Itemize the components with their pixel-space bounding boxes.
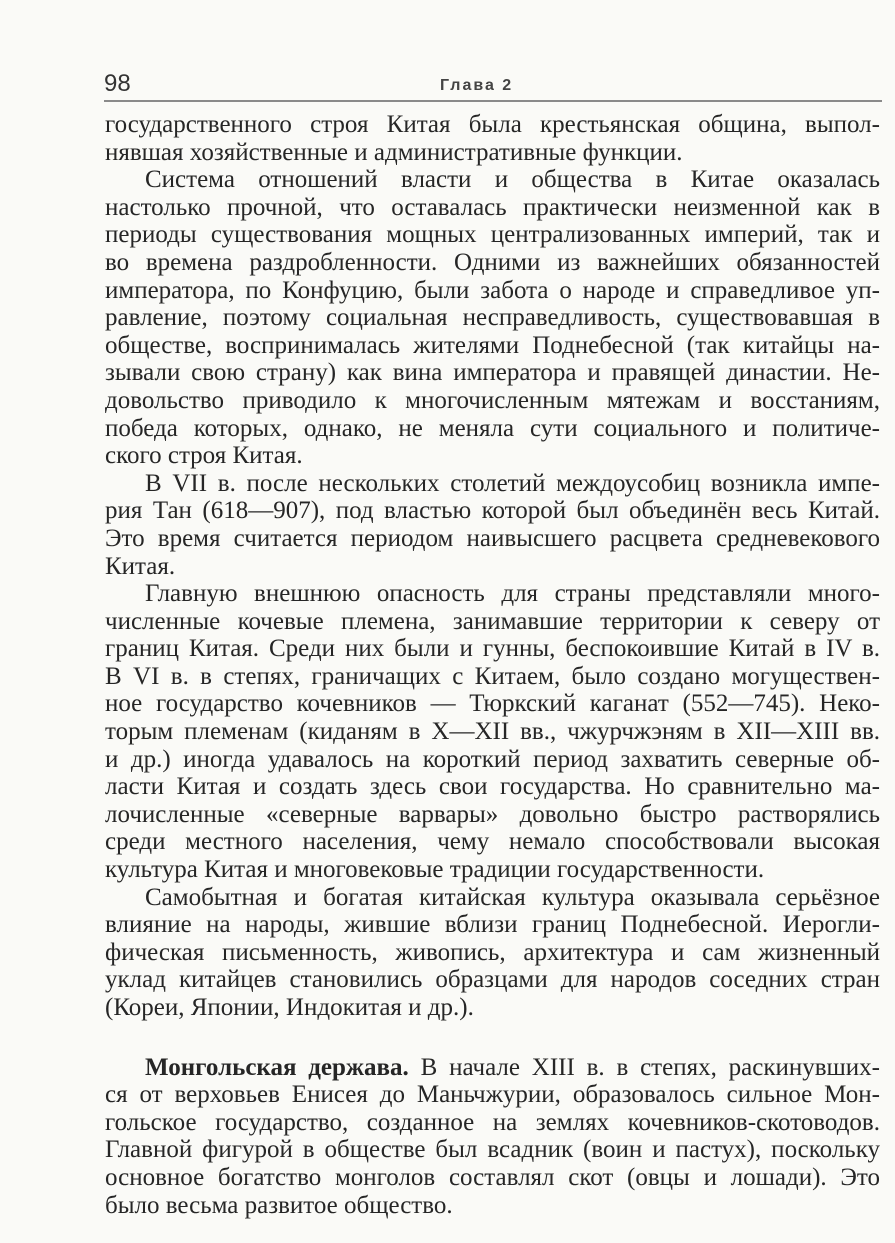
- text-line: зывали свою страну) как вина императора и правящей династии. Не-: [105, 359, 880, 387]
- text-line: (Кореи, Японии, Индокитая и др.).: [105, 994, 474, 1021]
- text-line: ное государство кочевников — Тюркский каганат (552—745). Неко-: [105, 690, 880, 718]
- text-line: В VII в. после нескольких столетий междоусобиц возникла импе-: [145, 469, 880, 497]
- text-line: Главную внешнюю опасность для страны представляли много-: [145, 580, 880, 608]
- text-run: В начале XIII в. в степях, раскинувших-: [408, 1053, 880, 1081]
- text-line: торым племенам (киданям в X—XII вв., чжурчжэням в XII—XIII вв.: [105, 718, 880, 746]
- text-line: фическая письменность, живопись, архитектура и сам жизненный: [105, 938, 880, 966]
- text-line: нявшая хозяйственные и административные функции.: [105, 138, 683, 166]
- section-heading: Монгольская держава.: [145, 1053, 409, 1081]
- text-line: Самобытная и богатая китайская культура оказывала серьёзное: [145, 883, 880, 911]
- text-line: ся от верховьев Енисея до Маньчжурии, образовалось сильное Мон-: [105, 1081, 880, 1109]
- text-line: настолько прочной, что оставалась практически неизменной как в: [105, 193, 880, 221]
- text-line: гольское государство, созданное на землях кочевников-скотоводов.: [105, 1108, 880, 1136]
- text-line: ласти Китая и создать здесь свои государства. Но сравнительно ма-: [105, 773, 880, 801]
- body-text: [105, 111, 880, 1219]
- text-line: основное богатство монголов составлял скот (овцы и лошади). Это: [105, 1163, 880, 1191]
- text-line: равление, поэтому социальная несправедливость, существовавшая в: [105, 304, 880, 332]
- text-line: было весьма развитое общество.: [105, 1191, 453, 1219]
- section-mongol-empire: [105, 1054, 880, 1220]
- text-line: культура Китая и многовековые традиции государственности.: [105, 856, 765, 884]
- text-line: влияние на народы, жившие вблизи границ Поднебесной. Иерогли-: [105, 911, 880, 939]
- text-line: обществе, воспринималась жителями Поднебесной (так китайцы на-: [105, 331, 880, 359]
- text-line: победа которых, однако, не меняла сути социального и политиче-: [105, 414, 880, 442]
- text-line: Китая.: [105, 552, 176, 580]
- header-rule: [104, 100, 882, 102]
- text-line: ского строя Китая.: [105, 442, 303, 470]
- text-line: во времена раздробленности. Одними из важнейших обязанностей: [105, 248, 880, 276]
- text-line: довольство приводило к многочисленным мятежам и восстаниям,: [105, 386, 880, 414]
- text-line: государственного строя Китая была крестьянская община, выпол-: [105, 111, 880, 138]
- text-line: среди местного населения, чему немало способствовали высокая: [105, 828, 880, 856]
- paragraph: [105, 470, 880, 580]
- paragraph: [105, 166, 880, 470]
- text-line: рия Тан (618—907), под властью которой был объединён весь Китай.: [105, 497, 880, 525]
- page-number: 98: [104, 70, 131, 97]
- text-line: [105, 1054, 880, 1082]
- text-line: лочисленные «северные варвары» довольно быстро растворялись: [105, 800, 880, 828]
- text-line: и др.) иногда удавалось на короткий период захватить северные об-: [105, 745, 880, 773]
- running-header-chapter: Глава 2: [440, 77, 514, 94]
- paragraph: [105, 884, 880, 1022]
- text-line: В VI в. в степях, граничащих с Китаем, было создано могуществен-: [105, 662, 880, 690]
- text-line: императора, по Конфуцию, были забота о народе и справедливое уп-: [105, 276, 880, 304]
- paragraph: [105, 580, 880, 884]
- text-line: уклад китайцев становились образцами для народов соседних стран: [105, 966, 880, 994]
- text-line: границ Китая. Среди них были и гунны, беспокоившие Китай в IV в.: [105, 635, 880, 663]
- text-line: Это время считается периодом наивысшего расцвета средневекового: [105, 524, 880, 552]
- text-line: Система отношений власти и общества в Китае оказалась: [145, 166, 880, 194]
- paragraph: [105, 111, 880, 166]
- text-line: периоды существования мощных централизованных империй, так и: [105, 221, 880, 249]
- text-line: Главной фигурой в обществе был всадник (воин и пастух), поскольку: [105, 1136, 880, 1164]
- text-line: численные кочевые племена, занимавшие территории к северу от: [105, 607, 880, 635]
